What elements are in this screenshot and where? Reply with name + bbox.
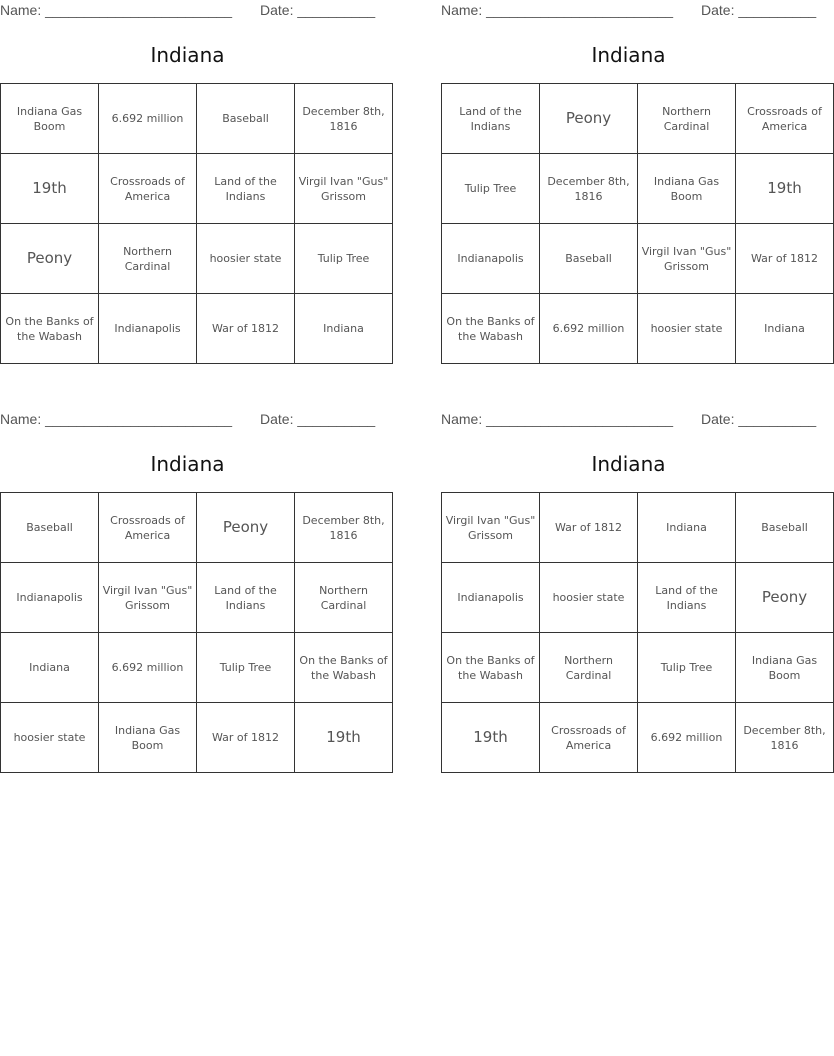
grid-cell: 19th bbox=[1, 154, 99, 224]
grid-row bbox=[1, 154, 393, 224]
grid-cell: Crossroads of America bbox=[99, 493, 197, 563]
grid-cell: Indiana bbox=[1, 633, 99, 703]
grid-row bbox=[442, 493, 834, 563]
date-field[interactable]: Date: __________ bbox=[701, 2, 817, 18]
grid-cell: hoosier state bbox=[1, 703, 99, 773]
grid-cell: Baseball bbox=[540, 224, 638, 294]
name-field[interactable]: Name: ________________________ bbox=[0, 2, 232, 18]
grid-cell: Land of the Indians bbox=[197, 154, 295, 224]
grid-cell: December 8th, 1816 bbox=[540, 154, 638, 224]
grid-cell: Indianapolis bbox=[1, 563, 99, 633]
grid-cell: Peony bbox=[1, 224, 99, 294]
grid-cell: Northern Cardinal bbox=[99, 224, 197, 294]
grid-cell: Northern Cardinal bbox=[540, 633, 638, 703]
grid-cell: December 8th, 1816 bbox=[295, 493, 393, 563]
grid-cell: Peony bbox=[540, 84, 638, 154]
card-title: Indiana bbox=[591, 452, 666, 476]
grid-cell: December 8th, 1816 bbox=[295, 84, 393, 154]
grid-cell: 6.692 million bbox=[540, 294, 638, 364]
grid-row bbox=[442, 633, 834, 703]
grid-cell: 6.692 million bbox=[99, 633, 197, 703]
grid-cell: War of 1812 bbox=[736, 224, 834, 294]
bingo-grid bbox=[0, 492, 393, 773]
grid-cell: hoosier state bbox=[638, 294, 736, 364]
bingo-grid bbox=[0, 83, 393, 364]
date-field[interactable]: Date: __________ bbox=[701, 411, 817, 427]
grid-cell: War of 1812 bbox=[540, 493, 638, 563]
grid-cell: Indiana Gas Boom bbox=[1, 84, 99, 154]
grid-cell: On the Banks of the Wabash bbox=[1, 294, 99, 364]
grid-cell: hoosier state bbox=[197, 224, 295, 294]
grid-cell: On the Banks of the Wabash bbox=[295, 633, 393, 703]
grid-cell: Northern Cardinal bbox=[638, 84, 736, 154]
card-title: Indiana bbox=[150, 452, 225, 476]
grid-cell: Tulip Tree bbox=[638, 633, 736, 703]
date-field[interactable]: Date: __________ bbox=[260, 411, 376, 427]
grid-row bbox=[1, 703, 393, 773]
grid-cell: On the Banks of the Wabash bbox=[442, 633, 540, 703]
bingo-card-2 bbox=[441, 0, 822, 370]
grid-cell: Baseball bbox=[736, 493, 834, 563]
name-field[interactable]: Name: ________________________ bbox=[0, 411, 232, 427]
grid-row bbox=[442, 563, 834, 633]
grid-cell: Tulip Tree bbox=[442, 154, 540, 224]
grid-cell: 19th bbox=[442, 703, 540, 773]
grid-cell: Indianapolis bbox=[442, 224, 540, 294]
card-header bbox=[0, 0, 375, 22]
grid-cell: On the Banks of the Wabash bbox=[442, 294, 540, 364]
grid-cell: Crossroads of America bbox=[540, 703, 638, 773]
grid-cell: Indiana bbox=[736, 294, 834, 364]
grid-cell: Baseball bbox=[197, 84, 295, 154]
grid-cell: Baseball bbox=[1, 493, 99, 563]
grid-cell: Land of the Indians bbox=[638, 563, 736, 633]
bingo-card-4 bbox=[441, 409, 826, 779]
grid-row bbox=[1, 633, 393, 703]
name-field[interactable]: Name: ________________________ bbox=[441, 2, 673, 18]
grid-cell: Virgil Ivan "Gus" Grissom bbox=[99, 563, 197, 633]
grid-row bbox=[442, 703, 834, 773]
grid-cell: Land of the Indians bbox=[197, 563, 295, 633]
bingo-grid bbox=[441, 83, 834, 364]
grid-cell: Indiana bbox=[638, 493, 736, 563]
grid-cell: hoosier state bbox=[540, 563, 638, 633]
grid-row bbox=[1, 224, 393, 294]
grid-cell: 6.692 million bbox=[638, 703, 736, 773]
grid-cell: Northern Cardinal bbox=[295, 563, 393, 633]
grid-cell: Virgil Ivan "Gus" Grissom bbox=[295, 154, 393, 224]
grid-row bbox=[1, 294, 393, 364]
grid-cell: Peony bbox=[197, 493, 295, 563]
card-header bbox=[441, 0, 816, 22]
grid-cell: Tulip Tree bbox=[197, 633, 295, 703]
grid-row bbox=[442, 84, 834, 154]
grid-cell: Indiana bbox=[295, 294, 393, 364]
date-field[interactable]: Date: __________ bbox=[260, 2, 376, 18]
grid-cell: Indiana Gas Boom bbox=[736, 633, 834, 703]
bingo-card-1 bbox=[0, 0, 389, 370]
grid-cell: Indianapolis bbox=[99, 294, 197, 364]
grid-cell: 6.692 million bbox=[99, 84, 197, 154]
grid-cell: December 8th, 1816 bbox=[736, 703, 834, 773]
grid-row bbox=[442, 224, 834, 294]
grid-cell: Virgil Ivan "Gus" Grissom bbox=[442, 493, 540, 563]
grid-row bbox=[1, 493, 393, 563]
grid-row bbox=[442, 154, 834, 224]
grid-cell: Indianapolis bbox=[442, 563, 540, 633]
bingo-card-3 bbox=[0, 409, 388, 779]
grid-cell: Tulip Tree bbox=[295, 224, 393, 294]
grid-cell: War of 1812 bbox=[197, 703, 295, 773]
name-field[interactable]: Name: ________________________ bbox=[441, 411, 673, 427]
grid-row bbox=[442, 294, 834, 364]
grid-cell: Crossroads of America bbox=[736, 84, 834, 154]
grid-cell: 19th bbox=[736, 154, 834, 224]
grid-row bbox=[1, 563, 393, 633]
grid-cell: Indiana Gas Boom bbox=[99, 703, 197, 773]
grid-cell: Virgil Ivan "Gus" Grissom bbox=[638, 224, 736, 294]
grid-cell: War of 1812 bbox=[197, 294, 295, 364]
grid-cell: 19th bbox=[295, 703, 393, 773]
card-header bbox=[0, 409, 375, 431]
grid-row bbox=[1, 84, 393, 154]
grid-cell: Crossroads of America bbox=[99, 154, 197, 224]
grid-cell: Peony bbox=[736, 563, 834, 633]
card-header bbox=[441, 409, 816, 431]
grid-cell: Indiana Gas Boom bbox=[638, 154, 736, 224]
card-title: Indiana bbox=[591, 43, 666, 67]
card-title: Indiana bbox=[150, 43, 225, 67]
bingo-grid bbox=[441, 492, 834, 773]
grid-cell: Land of the Indians bbox=[442, 84, 540, 154]
